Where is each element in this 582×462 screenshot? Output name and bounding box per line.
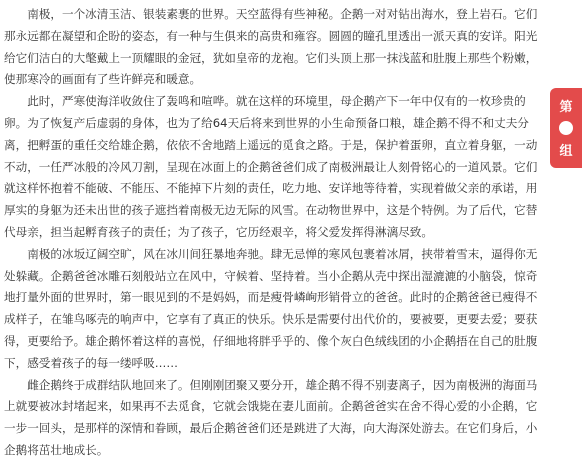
article-body (4, 4, 540, 462)
paragraph-3: 南极的冰坂辽阔空旷，风在冰川间狂暴地奔驰。肆无忌惮的寒风包裹着冰屑，挟带着雪末，逼得你无处躲藏。企鹅爸爸冰雕石刻般站立在风中，守候着、坚持着。当小企鹅从壳中探出湿漉漉的小脑袋，惊奇地打量外面的世界时，第一眼见到的不是妈妈，而是瘦骨嶙峋形销骨立的爸爸。此时的企鹅爸爸已瘦得不成样子，在雏鸟啄壳的响声中，它享有了真正的快乐。快乐是需要付出代价的，要被要，更要去爱；要获得，更要给予。雄企鹅怀着这样的喜悦，仔细地将胖乎乎的、像个灰白色绒线团的小企鹅捂在自己的肚腹下，感受着孩子的每一缕呼吸…… (4, 246, 538, 370)
side-tab-char-bottom: 组 (559, 144, 573, 159)
side-tab-dot-icon (559, 121, 573, 135)
group-side-tab[interactable] (550, 88, 582, 168)
paragraph-4: 雌企鹅终于成群结队地回来了。但刚刚团聚又要分开，雄企鹅不得不别妻离子，因为南极洲的海面马上就要被冰封堵起来，如果再不去觅食，它就会饿毙在妻儿面前。企鹅爸爸实在舍不得心爱的小企鹅，它一步一回头，是那样的深情和眷顾，最后企鹅爸爸们还是跳进了大海，向大海深处游去。在它们身后，小企鹅将茁壮地成长。 (4, 377, 538, 457)
paragraph-1: 南极，一个冰清玉洁、银装素裹的世界。天空蓝得有些神秘。企鹅一对对钻出海水，登上岩石。它们那永远都在凝望和企盼的姿态，有一种与生俱来的高贵和雍容。圆圆的瞳孔里透出一派天真的安详。阳光给它们洁白的大氅戴上一顶耀眼的金冠，犹如皇帝的龙袍。它们头顶上那一抹浅蓝和肚腹上那些个粉嫩，使那寒冷的画面有了些许鲜亮和暖意。 (4, 7, 538, 87)
side-tab-char-top: 第 (559, 100, 573, 115)
paragraph-2: 此时，严寒使海洋收敛住了轰鸣和喧哗。就在这样的环境里，母企鹅产下一年中仅有的一枚珍贵的卵。为了恢复产后虚弱的身体，也为了给64天后将来到世界的小生命预备口粮，雄企鹅不得不和丈夫分离，把孵蛋的重任交给雄企鹅，依依不舍地踏上遥远的觅食之路。于是，保护着蛋卵，直立着身躯，一动不动，一任严冰般的冷风刀割，呈现在冰面上的企鹅爸爸们成了南极洲最让人刻骨铭心的一道风景。它们就这样怀抱着不能破、不能压、不能掉下片刻的责任，吃力地、安详地等待着，实现着做父亲的承诺，用厚实的身躯为还未出世的孩子遮挡着南极无边无际的风雪。在动物世界中，这是个特例。为了后代，它替代母亲，担当起孵育孩子的责任；为了孩子，它历经艰辛，将父爱发挥得淋漓尽致。 (4, 94, 538, 239)
